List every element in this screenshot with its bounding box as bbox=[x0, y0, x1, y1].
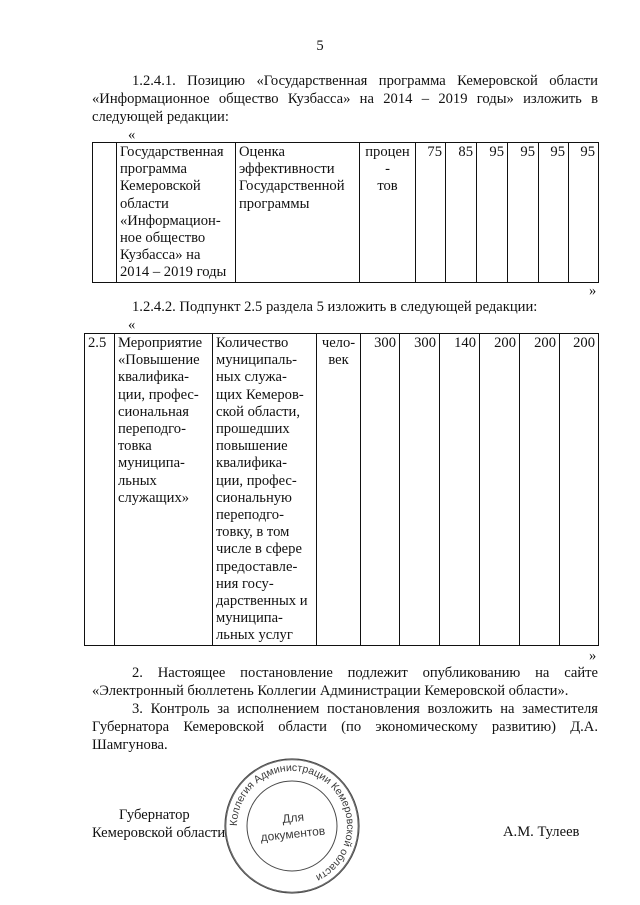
item-3-paragraph: 3. Контроль за исполнением постановления возложить на заместителя Губернатора Кемеровской области (по экономическому развитию) Д.А. Шамгунова. bbox=[92, 701, 598, 753]
event-table bbox=[84, 333, 599, 646]
value-cell: 300 bbox=[361, 334, 400, 646]
signatory-name: А.М. Тулеев bbox=[503, 824, 580, 840]
open-quote-1: « bbox=[128, 127, 136, 143]
value-cell: 300 bbox=[400, 334, 440, 646]
paragraph-1-2-4-1: 1.2.4.1. Позицию «Государственная программа Кемеровской области «Информационное общество Кузбасса» на 2014 – 2019 годы» изложить в следующей редакции: bbox=[92, 73, 598, 125]
close-quote-2: » bbox=[589, 648, 597, 664]
official-stamp bbox=[222, 756, 362, 896]
stamp-center-line-2: документов bbox=[259, 823, 326, 845]
indicator-cell: Оценка эффективности Государственной программы bbox=[236, 143, 360, 283]
value-cell: 200 bbox=[520, 334, 560, 646]
table-cell-empty bbox=[93, 143, 117, 283]
item-number-cell: 2.5 bbox=[85, 334, 115, 646]
stamp-outer-ring bbox=[225, 759, 359, 893]
signatory-title-line-1: Губернатор bbox=[119, 807, 190, 823]
value-cell: 200 bbox=[480, 334, 520, 646]
program-table bbox=[92, 142, 599, 283]
value-cell: 85 bbox=[446, 143, 477, 283]
value-cell: 95 bbox=[508, 143, 539, 283]
item-2-paragraph: 2. Настоящее постановление подлежит опубликованию на сайте «Электронный бюллетень Коллегии Администрации Кемеровской области». bbox=[92, 665, 598, 699]
close-quote-1: » bbox=[589, 283, 597, 299]
table-row bbox=[93, 143, 599, 283]
value-cell: 95 bbox=[569, 143, 599, 283]
value-cell: 95 bbox=[477, 143, 508, 283]
unit-cell: чело- век bbox=[317, 334, 361, 646]
signatory-title-line-2: Кемеровской области bbox=[92, 825, 226, 841]
stamp-center-line-1: Для bbox=[281, 809, 305, 826]
indicator-cell: Количество муниципаль- ных служа- щих Кемеров- ской области, прошедших повышение квалифика- ции, профес- сиональную переподго- товку, в том числе в сфере предоставле- ния госу- дарственных и муниципа- льных услуг bbox=[213, 334, 317, 646]
value-cell: 140 bbox=[440, 334, 480, 646]
signatory-title bbox=[92, 806, 225, 842]
stamp-ring-text: Коллегия Администрации Кемеровской области bbox=[227, 761, 357, 884]
value-cell: 95 bbox=[539, 143, 569, 283]
paragraph-1-2-4-2: 1.2.4.2. Подпункт 2.5 раздела 5 изложить в следующей редакции: bbox=[132, 299, 538, 315]
stamp-outer-ring-inner-line bbox=[226, 760, 358, 892]
open-quote-2: « bbox=[128, 317, 136, 333]
value-cell: 75 bbox=[416, 143, 446, 283]
table-row bbox=[85, 334, 599, 646]
event-name-cell: Мероприятие «Повышение квалифика- ции, профес- сиональная переподго- товка муниципа- льных служащих» bbox=[115, 334, 213, 646]
program-name-cell: Государственная программа Кемеровской области «Информацион- ное общество Кузбасса» на 2014 – 2019 годы bbox=[117, 143, 236, 283]
value-cell: 200 bbox=[560, 334, 599, 646]
page-number: 5 bbox=[316, 38, 324, 54]
unit-cell: процен- тов bbox=[360, 143, 416, 283]
